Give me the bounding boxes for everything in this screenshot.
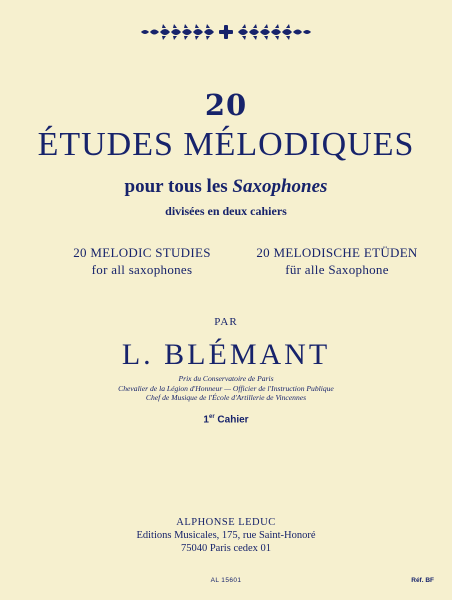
reference-code: Réf. BF	[411, 577, 434, 584]
credential-line: Chef de Musique de l'École d'Artillerie de Vincennes	[145, 393, 307, 402]
german-title: 20 MELODISCHE ETÜDEN	[256, 245, 418, 260]
publisher-name: ALPHONSE LEDUC	[176, 517, 276, 528]
subtitle	[0, 176, 452, 198]
volume-ordinal: 1	[203, 414, 209, 426]
page-title: ÉTUDES MÉLODIQUES	[37, 126, 415, 163]
publisher-block	[0, 516, 452, 555]
etudes-count: 20	[204, 88, 248, 122]
credential-line: Chevalier de la Légion d'Honneur — Officier de l'Instruction Publique	[118, 383, 334, 393]
publisher-address-line: Editions Musicales, 175, rue Saint-Honoré	[136, 530, 316, 541]
german-subtitle: für alle Saxophone	[285, 262, 389, 277]
subtitle-instrument: Saxophones	[232, 176, 328, 197]
composer-name: L. BLÉMANT	[121, 338, 331, 371]
publisher-address-line: 75040 Paris cedex 01	[180, 543, 272, 554]
composer-credentials	[0, 374, 452, 403]
german-title-block	[248, 244, 426, 278]
english-subtitle: for all saxophones	[91, 262, 193, 277]
catalog-code: AL 15601	[210, 577, 242, 584]
laurel-ornament-icon	[140, 22, 312, 42]
ornament-graphic	[140, 22, 312, 42]
subtitle-prefix: pour tous les	[124, 176, 233, 197]
volume-word: Cahier	[214, 414, 249, 426]
volume-label	[0, 414, 452, 425]
by-label: PAR	[214, 316, 238, 328]
english-title-block	[62, 244, 222, 278]
division-note: divisées en deux cahiers	[165, 204, 287, 218]
english-title: 20 MELODIC STUDIES	[73, 245, 211, 260]
volume-ordinal-suffix: er	[208, 414, 215, 420]
credential-line: Prix du Conservatoire de Paris	[178, 374, 274, 383]
